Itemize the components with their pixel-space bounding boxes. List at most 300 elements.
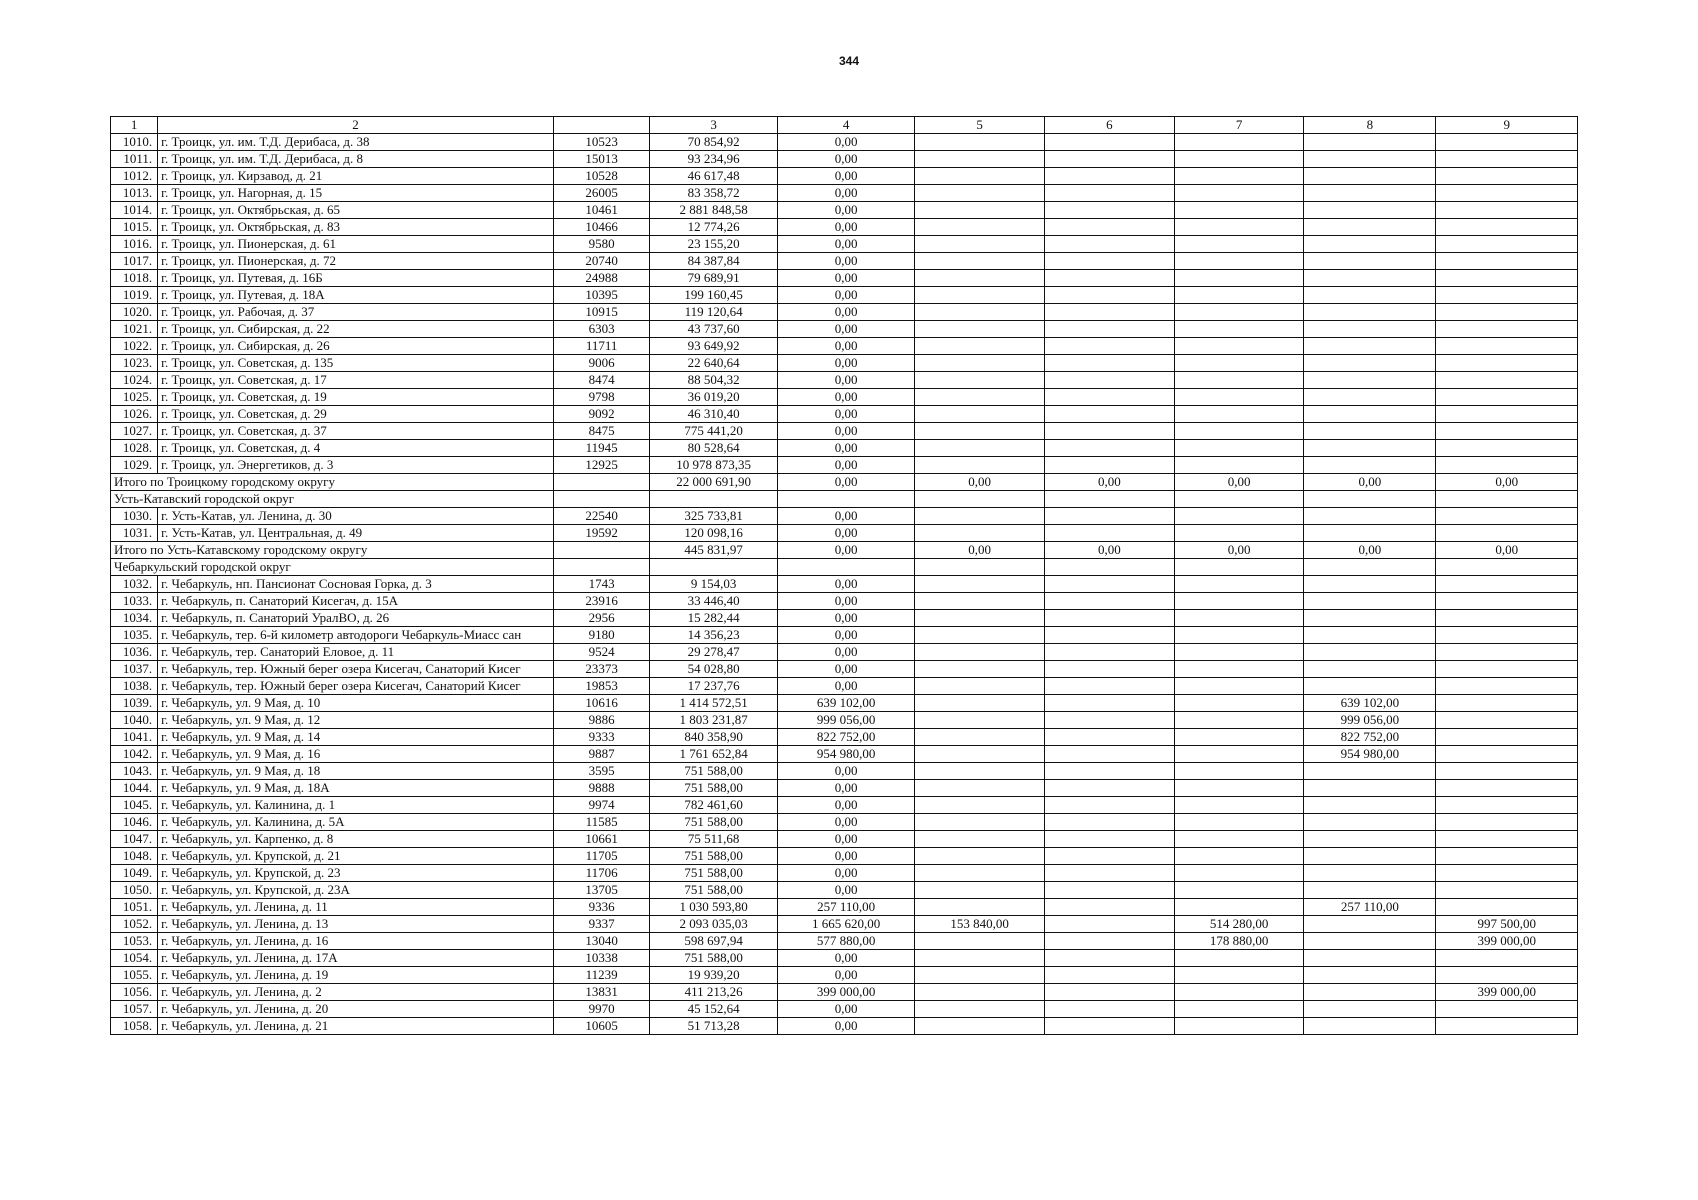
value-col-5 [915, 780, 1045, 797]
value-col-3: 93 234,96 [650, 151, 778, 168]
row-number: 1040. [111, 712, 158, 729]
address: г. Троицк, ул. Кирзавод, д. 21 [158, 168, 554, 185]
value-col-3: 751 588,00 [650, 763, 778, 780]
header-row [111, 117, 1578, 134]
table-row [111, 440, 1578, 457]
empty-cell [1436, 491, 1578, 508]
value-col-5 [915, 899, 1045, 916]
value-col-8 [1304, 406, 1436, 423]
value-col-6 [1044, 151, 1174, 168]
value-col-8 [1304, 372, 1436, 389]
value-col-5 [915, 202, 1045, 219]
row-number: 1057. [111, 1001, 158, 1018]
value-col-6 [1044, 882, 1174, 899]
address: г. Чебаркуль, ул. Ленина, д. 20 [158, 1001, 554, 1018]
row-number: 1010. [111, 134, 158, 151]
value-col-8 [1304, 304, 1436, 321]
value-col-9 [1436, 848, 1578, 865]
empty-cell [915, 491, 1045, 508]
row-number: 1026. [111, 406, 158, 423]
value-col-4: 0,00 [777, 627, 914, 644]
column-header: 3 [650, 117, 778, 134]
value-col-5 [915, 355, 1045, 372]
row-number: 1046. [111, 814, 158, 831]
value-col-5 [915, 797, 1045, 814]
value-col-6 [1044, 593, 1174, 610]
table-row [111, 678, 1578, 695]
value-col-3: 22 640,64 [650, 355, 778, 372]
row-number: 1023. [111, 355, 158, 372]
address: г. Троицк, ул. Рабочая, д. 37 [158, 304, 554, 321]
value-col-8 [1304, 287, 1436, 304]
building-id [553, 542, 650, 559]
value-col-4: 0,00 [777, 508, 914, 525]
address: г. Усть-Катав, ул. Ленина, д. 30 [158, 508, 554, 525]
value-col-4: 0,00 [777, 423, 914, 440]
table-row [111, 899, 1578, 916]
row-number: 1041. [111, 729, 158, 746]
value-col-8 [1304, 389, 1436, 406]
empty-cell [915, 559, 1045, 576]
value-col-4: 0,00 [777, 287, 914, 304]
total-value: 22 000 691,90 [650, 474, 778, 491]
value-col-6 [1044, 338, 1174, 355]
value-col-9 [1436, 219, 1578, 236]
value-col-4: 0,00 [777, 1001, 914, 1018]
value-col-3: 1 803 231,87 [650, 712, 778, 729]
value-col-5 [915, 950, 1045, 967]
section-row [111, 491, 1578, 508]
total-value: 0,00 [1174, 542, 1304, 559]
value-col-8 [1304, 236, 1436, 253]
value-col-9 [1436, 882, 1578, 899]
value-col-7: 514 280,00 [1174, 916, 1304, 933]
table-row [111, 933, 1578, 950]
table-row [111, 236, 1578, 253]
value-col-8 [1304, 678, 1436, 695]
table-row [111, 457, 1578, 474]
table-row [111, 1001, 1578, 1018]
value-col-8 [1304, 627, 1436, 644]
address: г. Троицк, ул. Энергетиков, д. 3 [158, 457, 554, 474]
table-row [111, 661, 1578, 678]
table-row [111, 950, 1578, 967]
value-col-9 [1436, 712, 1578, 729]
column-header: 4 [777, 117, 914, 134]
row-number: 1052. [111, 916, 158, 933]
value-col-9 [1436, 814, 1578, 831]
value-col-5 [915, 576, 1045, 593]
address: г. Чебаркуль, ул. Ленина, д. 2 [158, 984, 554, 1001]
row-number: 1058. [111, 1018, 158, 1035]
value-col-4: 0,00 [777, 355, 914, 372]
building-id: 15013 [553, 151, 650, 168]
value-col-3: 775 441,20 [650, 423, 778, 440]
building-id: 10915 [553, 304, 650, 321]
value-col-9 [1436, 576, 1578, 593]
building-id: 10466 [553, 219, 650, 236]
total-value: 0,00 [777, 474, 914, 491]
value-col-6 [1044, 814, 1174, 831]
value-col-6 [1044, 202, 1174, 219]
value-col-9 [1436, 134, 1578, 151]
value-col-8: 639 102,00 [1304, 695, 1436, 712]
row-number: 1047. [111, 831, 158, 848]
total-value: 0,00 [915, 474, 1045, 491]
table-row [111, 865, 1578, 882]
value-col-4: 954 980,00 [777, 746, 914, 763]
row-number: 1030. [111, 508, 158, 525]
total-value: 0,00 [1174, 474, 1304, 491]
address: г. Чебаркуль, ул. Ленина, д. 21 [158, 1018, 554, 1035]
value-col-4: 0,00 [777, 321, 914, 338]
value-col-7 [1174, 134, 1304, 151]
value-col-5 [915, 695, 1045, 712]
value-col-8 [1304, 185, 1436, 202]
value-col-6 [1044, 321, 1174, 338]
building-id: 11239 [553, 967, 650, 984]
value-col-8: 954 980,00 [1304, 746, 1436, 763]
value-col-7 [1174, 287, 1304, 304]
building-id: 9337 [553, 916, 650, 933]
value-col-8 [1304, 219, 1436, 236]
value-col-4: 0,00 [777, 593, 914, 610]
value-col-5 [915, 440, 1045, 457]
table-row [111, 763, 1578, 780]
value-col-3: 93 649,92 [650, 338, 778, 355]
value-col-7 [1174, 423, 1304, 440]
building-id: 11706 [553, 865, 650, 882]
value-col-3: 598 697,94 [650, 933, 778, 950]
address: г. Чебаркуль, ул. Ленина, д. 11 [158, 899, 554, 916]
row-number: 1044. [111, 780, 158, 797]
value-col-6 [1044, 848, 1174, 865]
value-col-6 [1044, 440, 1174, 457]
value-col-9 [1436, 304, 1578, 321]
building-id: 23916 [553, 593, 650, 610]
value-col-4: 0,00 [777, 406, 914, 423]
value-col-3: 46 617,48 [650, 168, 778, 185]
value-col-9 [1436, 627, 1578, 644]
value-col-8 [1304, 644, 1436, 661]
building-id: 19853 [553, 678, 650, 695]
value-col-3: 751 588,00 [650, 780, 778, 797]
row-number: 1035. [111, 627, 158, 644]
table-row [111, 270, 1578, 287]
value-col-3: 840 358,90 [650, 729, 778, 746]
value-col-4: 0,00 [777, 831, 914, 848]
value-col-4: 0,00 [777, 848, 914, 865]
row-number: 1032. [111, 576, 158, 593]
value-col-8: 822 752,00 [1304, 729, 1436, 746]
value-col-5 [915, 746, 1045, 763]
address: г. Троицк, ул. Путевая, д. 18А [158, 287, 554, 304]
table-row [111, 219, 1578, 236]
value-col-6 [1044, 695, 1174, 712]
value-col-7 [1174, 372, 1304, 389]
value-col-4: 0,00 [777, 440, 914, 457]
value-col-3: 325 733,81 [650, 508, 778, 525]
row-number: 1056. [111, 984, 158, 1001]
building-id: 11585 [553, 814, 650, 831]
value-col-6 [1044, 610, 1174, 627]
value-col-6 [1044, 389, 1174, 406]
address: г. Чебаркуль, тер. Южный берег озера Кисегач, Санаторий Кисег [158, 661, 554, 678]
value-col-7 [1174, 848, 1304, 865]
value-col-3: 19 939,20 [650, 967, 778, 984]
value-col-7 [1174, 338, 1304, 355]
total-value: 0,00 [915, 542, 1045, 559]
empty-cell [1044, 559, 1174, 576]
table-row [111, 508, 1578, 525]
row-number: 1045. [111, 797, 158, 814]
value-col-8 [1304, 576, 1436, 593]
value-col-9 [1436, 151, 1578, 168]
value-col-6 [1044, 627, 1174, 644]
address: г. Троицк, ул. Пионерская, д. 72 [158, 253, 554, 270]
empty-cell [1304, 491, 1436, 508]
value-col-8 [1304, 134, 1436, 151]
value-col-4: 0,00 [777, 270, 914, 287]
address: г. Троицк, ул. Советская, д. 17 [158, 372, 554, 389]
table-body [111, 117, 1578, 1035]
table-row [111, 916, 1578, 933]
address: г. Чебаркуль, тер. Южный берег озера Кисегач, Санаторий Кисег [158, 678, 554, 695]
building-id: 9580 [553, 236, 650, 253]
value-col-6 [1044, 916, 1174, 933]
table-row [111, 423, 1578, 440]
value-col-6 [1044, 746, 1174, 763]
value-col-8 [1304, 984, 1436, 1001]
value-col-9: 399 000,00 [1436, 984, 1578, 1001]
building-id: 8474 [553, 372, 650, 389]
table-row [111, 338, 1578, 355]
total-row [111, 542, 1578, 559]
value-col-3: 9 154,03 [650, 576, 778, 593]
value-col-6 [1044, 1018, 1174, 1035]
table-row [111, 797, 1578, 814]
address: г. Троицк, ул. Октябрьская, д. 83 [158, 219, 554, 236]
section-title: Усть-Катавский городской округ [111, 491, 554, 508]
address: г. Троицк, ул. Советская, д. 37 [158, 423, 554, 440]
row-number: 1031. [111, 525, 158, 542]
building-id: 10523 [553, 134, 650, 151]
value-col-5 [915, 287, 1045, 304]
value-col-7 [1174, 678, 1304, 695]
value-col-8: 999 056,00 [1304, 712, 1436, 729]
value-col-4: 0,00 [777, 525, 914, 542]
value-col-8 [1304, 763, 1436, 780]
value-col-6 [1044, 780, 1174, 797]
value-col-7 [1174, 389, 1304, 406]
value-col-8 [1304, 865, 1436, 882]
table-row [111, 746, 1578, 763]
address: г. Троицк, ул. Сибирская, д. 26 [158, 338, 554, 355]
value-col-4: 399 000,00 [777, 984, 914, 1001]
value-col-7 [1174, 746, 1304, 763]
row-number: 1016. [111, 236, 158, 253]
building-id: 10461 [553, 202, 650, 219]
building-id: 13705 [553, 882, 650, 899]
table-row [111, 406, 1578, 423]
value-col-9 [1436, 457, 1578, 474]
value-col-9 [1436, 372, 1578, 389]
value-col-9 [1436, 168, 1578, 185]
table-row [111, 321, 1578, 338]
table-row [111, 253, 1578, 270]
value-col-4: 0,00 [777, 202, 914, 219]
value-col-4: 0,00 [777, 134, 914, 151]
row-number: 1025. [111, 389, 158, 406]
building-id: 22540 [553, 508, 650, 525]
value-col-8 [1304, 831, 1436, 848]
value-col-5 [915, 882, 1045, 899]
table-row [111, 185, 1578, 202]
table-row [111, 134, 1578, 151]
value-col-3: 751 588,00 [650, 848, 778, 865]
value-col-5 [915, 1001, 1045, 1018]
address: г. Чебаркуль, п. Санаторий УралВО, д. 26 [158, 610, 554, 627]
value-col-6 [1044, 831, 1174, 848]
value-col-6 [1044, 967, 1174, 984]
value-col-8 [1304, 168, 1436, 185]
value-col-7 [1174, 270, 1304, 287]
value-col-7 [1174, 780, 1304, 797]
value-col-9 [1436, 287, 1578, 304]
address: г. Чебаркуль, ул. Ленина, д. 17А [158, 950, 554, 967]
address: г. Троицк, ул. Советская, д. 135 [158, 355, 554, 372]
value-col-6 [1044, 457, 1174, 474]
value-col-4: 0,00 [777, 576, 914, 593]
building-id: 9006 [553, 355, 650, 372]
value-col-8 [1304, 508, 1436, 525]
table-row [111, 627, 1578, 644]
building-id: 9974 [553, 797, 650, 814]
value-col-5: 153 840,00 [915, 916, 1045, 933]
value-col-8 [1304, 457, 1436, 474]
value-col-5 [915, 219, 1045, 236]
value-col-5 [915, 457, 1045, 474]
column-header: 7 [1174, 117, 1304, 134]
column-header [553, 117, 650, 134]
table-row [111, 576, 1578, 593]
value-col-5 [915, 525, 1045, 542]
value-col-4: 0,00 [777, 797, 914, 814]
total-value: 0,00 [1436, 542, 1578, 559]
value-col-4: 0,00 [777, 644, 914, 661]
table-row [111, 593, 1578, 610]
value-col-6 [1044, 134, 1174, 151]
total-value: 0,00 [1304, 542, 1436, 559]
row-number: 1034. [111, 610, 158, 627]
row-number: 1021. [111, 321, 158, 338]
value-col-7 [1174, 695, 1304, 712]
value-col-4: 0,00 [777, 236, 914, 253]
value-col-4: 0,00 [777, 168, 914, 185]
value-col-4: 0,00 [777, 151, 914, 168]
value-col-5 [915, 168, 1045, 185]
value-col-6 [1044, 712, 1174, 729]
building-id: 9336 [553, 899, 650, 916]
value-col-6 [1044, 576, 1174, 593]
address: г. Троицк, ул. им. Т.Д. Дерибаса, д. 38 [158, 134, 554, 151]
value-col-8 [1304, 1001, 1436, 1018]
value-col-6 [1044, 185, 1174, 202]
value-col-8: 257 110,00 [1304, 899, 1436, 916]
row-number: 1013. [111, 185, 158, 202]
row-number: 1038. [111, 678, 158, 695]
building-id: 8475 [553, 423, 650, 440]
value-col-6 [1044, 950, 1174, 967]
building-id: 19592 [553, 525, 650, 542]
building-id: 11945 [553, 440, 650, 457]
table-row [111, 882, 1578, 899]
building-id: 10395 [553, 287, 650, 304]
value-col-4: 0,00 [777, 661, 914, 678]
value-col-9 [1436, 950, 1578, 967]
value-col-5 [915, 712, 1045, 729]
value-col-9 [1436, 253, 1578, 270]
address: г. Троицк, ул. Советская, д. 19 [158, 389, 554, 406]
value-col-3: 88 504,32 [650, 372, 778, 389]
address: г. Чебаркуль, ул. Карпенко, д. 8 [158, 831, 554, 848]
address: г. Троицк, ул. Нагорная, д. 15 [158, 185, 554, 202]
value-col-6 [1044, 678, 1174, 695]
table-row [111, 525, 1578, 542]
row-number: 1039. [111, 695, 158, 712]
table-row [111, 712, 1578, 729]
value-col-6 [1044, 219, 1174, 236]
value-col-8 [1304, 270, 1436, 287]
value-col-3: 75 511,68 [650, 831, 778, 848]
value-col-9 [1436, 831, 1578, 848]
column-header: 6 [1044, 117, 1174, 134]
value-col-4: 0,00 [777, 219, 914, 236]
value-col-3: 751 588,00 [650, 950, 778, 967]
value-col-3: 1 030 593,80 [650, 899, 778, 916]
value-col-9 [1436, 763, 1578, 780]
column-header: 1 [111, 117, 158, 134]
total-value: 445 831,97 [650, 542, 778, 559]
row-number: 1015. [111, 219, 158, 236]
value-col-8 [1304, 797, 1436, 814]
value-col-9 [1436, 1018, 1578, 1035]
value-col-5 [915, 423, 1045, 440]
value-col-3: 2 881 848,58 [650, 202, 778, 219]
value-col-9 [1436, 780, 1578, 797]
value-col-9 [1436, 389, 1578, 406]
value-col-5 [915, 185, 1045, 202]
building-id: 9888 [553, 780, 650, 797]
section-row [111, 559, 1578, 576]
empty-cell [1304, 559, 1436, 576]
value-col-4: 0,00 [777, 865, 914, 882]
value-col-6 [1044, 763, 1174, 780]
building-id: 3595 [553, 763, 650, 780]
building-id: 9886 [553, 712, 650, 729]
value-col-3: 12 774,26 [650, 219, 778, 236]
value-col-7 [1174, 355, 1304, 372]
value-col-3: 83 358,72 [650, 185, 778, 202]
value-col-4: 0,00 [777, 610, 914, 627]
value-col-5 [915, 372, 1045, 389]
address: г. Троицк, ул. им. Т.Д. Дерибаса, д. 8 [158, 151, 554, 168]
value-col-3: 51 713,28 [650, 1018, 778, 1035]
address: г. Чебаркуль, п. Санаторий Кисегач, д. 15А [158, 593, 554, 610]
address: г. Чебаркуль, ул. Крупской, д. 23А [158, 882, 554, 899]
building-id: 11711 [553, 338, 650, 355]
row-number: 1043. [111, 763, 158, 780]
